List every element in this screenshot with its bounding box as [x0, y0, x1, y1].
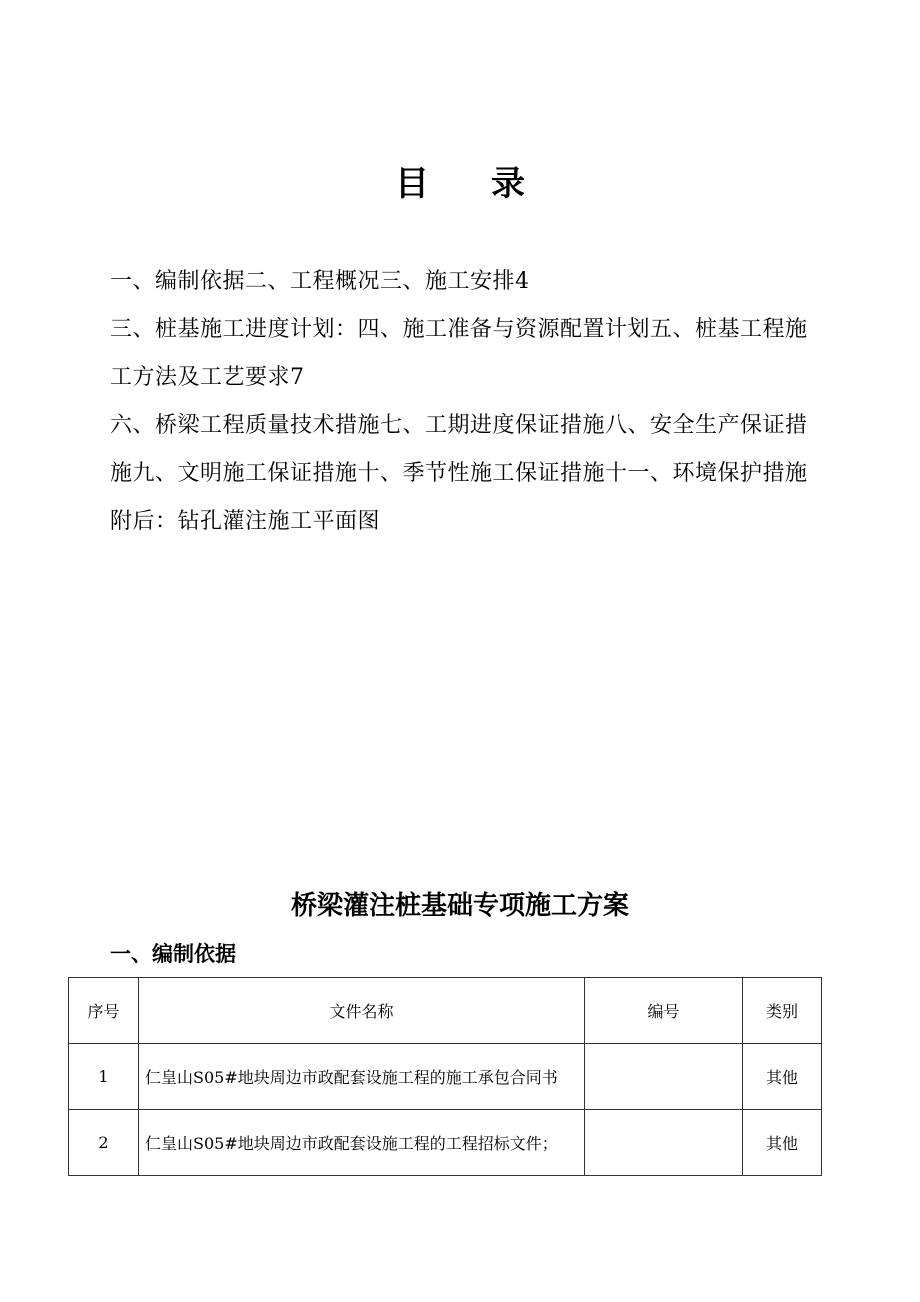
toc-list [110, 258, 822, 546]
header-no: 序号 [69, 978, 139, 1044]
cell-no: 1 [69, 1044, 139, 1110]
cell-name: 仁皇山S05#地块周边市政配套设施工程的施工承包合同书 [139, 1044, 585, 1110]
section-heading: 一、编制依据 [110, 942, 236, 966]
toc-line[interactable]: 一、编制依据二、工程概况三、施工安排4 [110, 269, 530, 294]
basis-table [68, 977, 822, 1176]
toc-title [0, 160, 920, 208]
cell-type: 其他 [743, 1044, 822, 1110]
cell-code [585, 1044, 743, 1110]
document-title: 桥梁灌注桩基础专项施工方案 [290, 891, 629, 921]
header-type: 类别 [743, 978, 822, 1044]
header-name: 文件名称 [139, 978, 585, 1044]
table-header-row [69, 978, 822, 1044]
toc-title-char-1: 目 [395, 164, 429, 204]
cell-name: 仁皇山S05#地块周边市政配套设施工程的工程招标文件； [139, 1110, 585, 1176]
toc-title-char-2: 录 [491, 164, 525, 204]
toc-line[interactable]: 六、桥梁工程质量技术措施七、工期进度保证措施八、安全生产保证措施九、文明施工保证措施十、季节性施工保证措施十一、环境保护措施附后：钻孔灌注施工平面图 [110, 413, 808, 534]
cell-code [585, 1110, 743, 1176]
toc-line[interactable]: 三、桩基施工进度计划：四、施工准备与资源配置计划五、桩基工程施工方法及工艺要求7 [110, 317, 808, 390]
table-row [69, 1044, 822, 1110]
table-row [69, 1110, 822, 1176]
cell-type: 其他 [743, 1110, 822, 1176]
header-code: 编号 [585, 978, 743, 1044]
cell-no: 2 [69, 1110, 139, 1176]
